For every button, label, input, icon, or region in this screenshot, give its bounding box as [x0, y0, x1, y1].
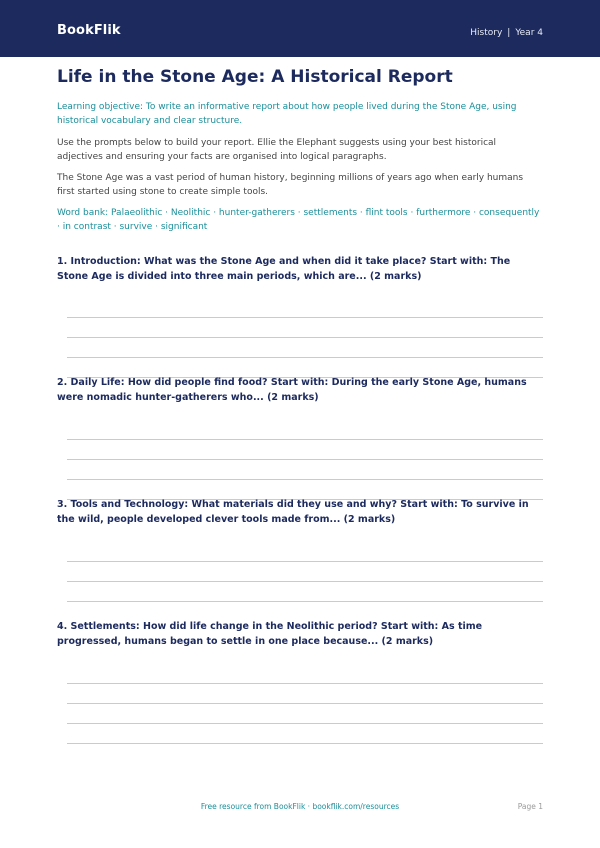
subject-label: History — [470, 28, 503, 38]
answer-line[interactable] — [67, 703, 543, 704]
page-footer — [0, 802, 600, 816]
answer-line[interactable] — [67, 561, 543, 562]
page-number: Page 1 — [517, 802, 543, 811]
answer-line[interactable] — [67, 743, 543, 744]
answer-line[interactable] — [67, 581, 543, 582]
answer-line[interactable] — [67, 439, 543, 440]
intro-section — [57, 66, 543, 248]
answer-line[interactable] — [67, 337, 543, 338]
learning-objective: Learning objective: To write an informative report about how people lived during the Stone Age, using historical vocabulary and clear structure. — [57, 102, 517, 126]
page-title: Life in the Stone Age: A Historical Report — [57, 67, 453, 87]
answer-line[interactable] — [67, 683, 543, 684]
question-block — [57, 375, 543, 405]
year-label: Year 4 — [515, 28, 543, 38]
question-block — [57, 619, 543, 649]
brand-logo: BookFlik — [57, 23, 121, 38]
header-meta — [470, 28, 543, 38]
question-prompt: 1. Introduction: What was the Stone Age and when did it take place? Start with: The Stone Age is divided into three main periods, which are... (2 marks) — [57, 256, 511, 282]
footer-credit: Free resource from BookFlik · bookflik.com/resources — [200, 802, 400, 811]
word-bank: Word bank: Palaeolithic · Neolithic · hunter-gatherers · settlements · flint tools · furthermore · consequently · in contrast · survive · significant — [57, 208, 540, 232]
question-prompt: 3. Tools and Technology: What materials did they use and why? Start with: To survive in the wild, people developed clever tools made from... (2 marks) — [57, 499, 529, 525]
answer-line[interactable] — [67, 357, 543, 358]
question-prompt: 2. Daily Life: How did people find food? Start with: During the early Stone Age, humans were nomadic hunter-gatherers who... (2 marks) — [57, 377, 527, 403]
answer-line[interactable] — [67, 479, 543, 480]
instructions-paragraph: Use the prompts below to build your report. Ellie the Elephant suggests using your best historical adjectives and ensuring your facts are organised into logical paragraphs. — [57, 138, 497, 162]
context-paragraph: The Stone Age was a vast period of human history, beginning millions of years ago when early humans first started using stone to create simple tools. — [57, 173, 524, 197]
answer-line[interactable] — [67, 723, 543, 724]
question-block — [57, 497, 543, 527]
answer-line[interactable] — [67, 317, 543, 318]
answer-line[interactable] — [67, 601, 543, 602]
meta-separator: | — [507, 28, 511, 38]
page-header — [0, 0, 600, 57]
question-prompt: 4. Settlements: How did life change in the Neolithic period? Start with: As time progressed, humans began to settle in one place because... (2 marks) — [57, 621, 483, 647]
question-block — [57, 254, 543, 284]
answer-line[interactable] — [67, 459, 543, 460]
